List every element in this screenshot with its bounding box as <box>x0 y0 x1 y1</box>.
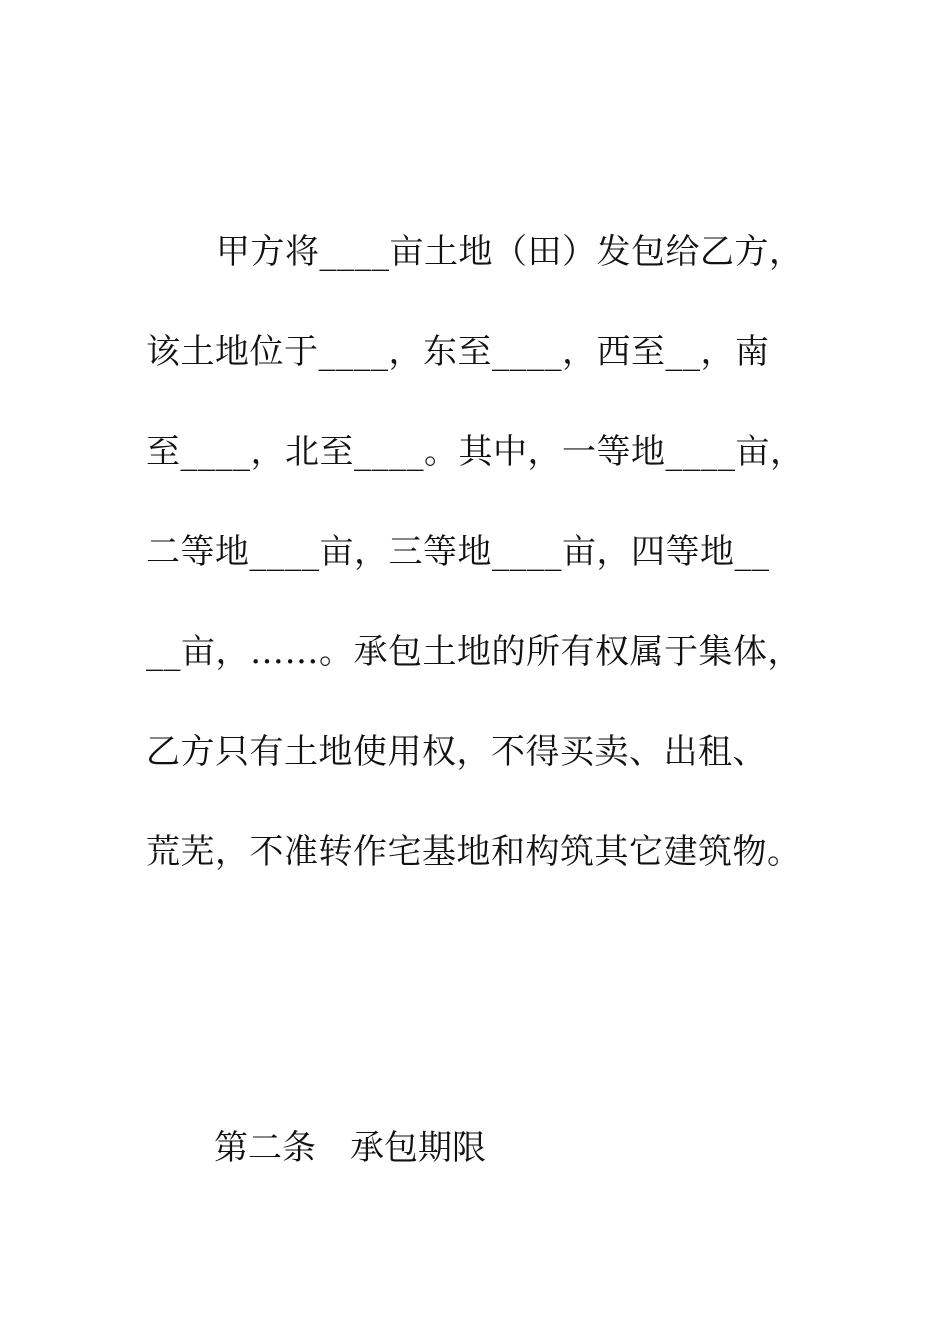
paragraph-line-6: 乙方只有土地使用权，不得买卖、出租、 <box>146 732 767 772</box>
paragraph-line-5: __亩，……。承包土地的所有权属于集体， <box>146 632 802 672</box>
paragraph-line-4: 二等地____亩，三等地____亩，四等地__ <box>146 532 770 572</box>
paragraph-line-7: 荒芜，不准转作宅基地和构筑其它建筑物。 <box>146 832 802 872</box>
paragraph-line-2: 该土地位于____，东至____，西至__，南 <box>146 332 770 372</box>
paragraph-line-3: 至____，北至____。其中，一等地____亩， <box>146 432 805 472</box>
article-heading: 第二条 承包期限 <box>214 1128 486 1168</box>
paragraph-line-1: 甲方将____亩土地（田）发包给乙方， <box>216 232 804 272</box>
